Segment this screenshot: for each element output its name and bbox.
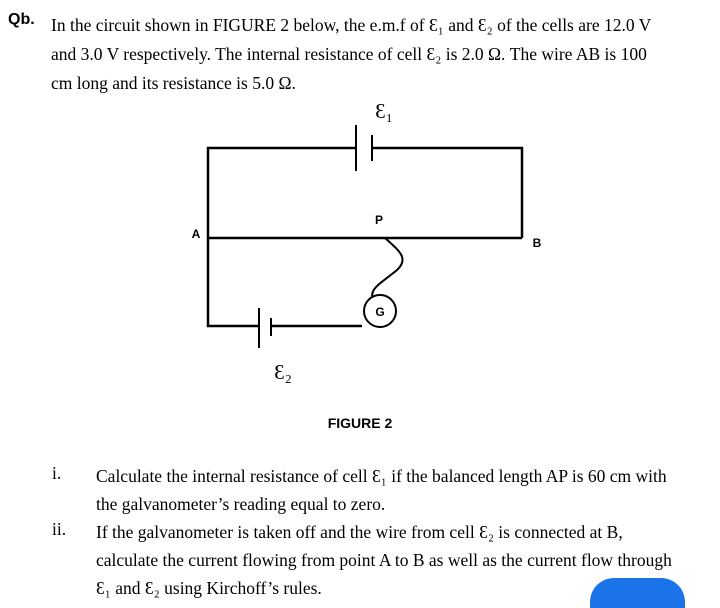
question-line: and 3.0 V respectively. The internal resistance of cell Ɛ₂ is 2.0 Ω. The wire AB is 100: [51, 44, 647, 64]
point-b-label: B: [532, 236, 542, 250]
top-loop-wire: [208, 148, 522, 238]
sub-question-number: ii.: [52, 519, 67, 539]
sub-question-line: Calculate the internal resistance of cell Ɛ₁ if the balanced length AP is 60 cm with: [96, 466, 667, 486]
question-line: In the circuit shown in FIGURE 2 below, the e.m.f of Ɛ₁ and Ɛ₂ of the cells are 12.0 V: [51, 15, 652, 35]
sub-question-line: the galvanometer’s reading equal to zero.: [96, 494, 386, 514]
sub-question-line: calculate the current flowing from point A to B as well as the current flow through: [96, 550, 672, 570]
figure-caption: FIGURE 2: [327, 415, 393, 431]
emf2-label: Ɛ₂: [274, 360, 292, 384]
question-label: Qb.: [8, 11, 35, 28]
point-p-label: P: [374, 213, 384, 227]
point-a-label: A: [191, 227, 201, 241]
galvanometer-label: G: [375, 305, 385, 319]
sub-question-line: If the galvanometer is taken off and the wire from cell Ɛ₂ is connected at B,: [96, 522, 623, 542]
emf1-label: Ɛ₁: [375, 99, 393, 123]
sub-question-line: Ɛ₁ and Ɛ₂ using Kirchoff’s rules.: [96, 578, 322, 598]
floating-action-tab[interactable]: [590, 578, 685, 608]
jockey-wire: [372, 238, 402, 302]
lower-branch-wire: [208, 238, 362, 326]
question-line: cm long and its resistance is 5.0 Ω.: [51, 73, 296, 93]
sub-question-number: i.: [52, 463, 62, 483]
sub-question-text: [96, 462, 713, 518]
